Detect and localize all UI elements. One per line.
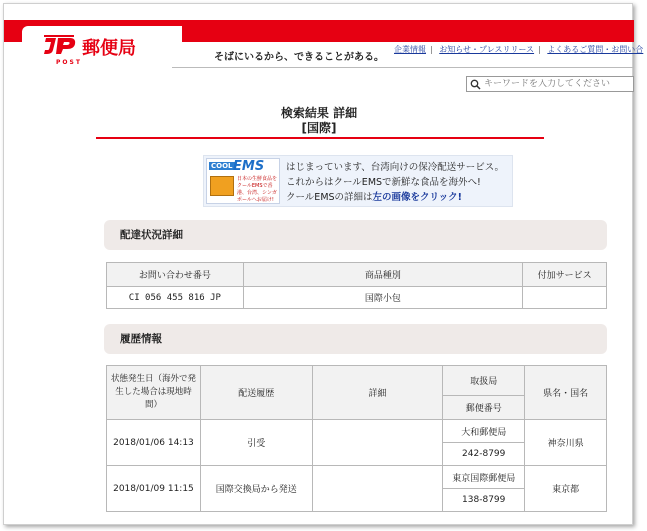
- parcel-box-icon: [210, 176, 234, 196]
- tracking-number: CI 056 455 816 JP: [107, 287, 244, 309]
- col-tracking-number: お問い合わせ番号: [107, 263, 244, 287]
- col-postal: 郵便番号: [443, 396, 525, 420]
- col-status: 配送履歴: [200, 366, 312, 420]
- table-row: [107, 420, 607, 443]
- page-subtitle: [国際]: [301, 121, 337, 135]
- col-extra-service: 付加サービス: [523, 263, 607, 287]
- history-heading: 履歴情報: [104, 324, 607, 354]
- search-input[interactable]: [484, 79, 624, 89]
- table-row: [107, 287, 607, 309]
- cool-ems-banner: [203, 155, 513, 207]
- col-detail: 詳細: [312, 366, 443, 420]
- banner-link[interactable]: 左の画像をクリック!: [372, 192, 462, 203]
- search-box[interactable]: [466, 76, 634, 92]
- history-postal: 242-8799: [443, 443, 525, 466]
- col-office: 取扱局: [443, 366, 525, 396]
- logo[interactable]: [22, 26, 182, 70]
- extra-service: [523, 287, 607, 309]
- history-date: 2018/01/09 11:15: [107, 466, 201, 512]
- item-type: 国際小包: [243, 287, 522, 309]
- history-status: 国際交換局から発送: [200, 466, 312, 512]
- nav-link-faq[interactable]: よくあるご質問・お問い合: [547, 45, 644, 54]
- history-office: 大和郵便局: [443, 420, 525, 443]
- history-postal: 138-8799: [443, 489, 525, 512]
- col-region: 県名・国名: [525, 366, 607, 420]
- cool-ems-image-text: 日本の生鮮食品をクールEMSで香港、台湾、シンガポールへお届け!: [237, 176, 278, 203]
- cool-ems-image[interactable]: [206, 158, 280, 204]
- jp-post-mark-icon: [42, 34, 78, 58]
- history-detail: [312, 466, 443, 512]
- history-status: 引受: [200, 420, 312, 466]
- tagline: そばにいるから、できることがある。: [214, 52, 384, 63]
- history-region: 東京都: [525, 466, 607, 512]
- history-table: [106, 365, 607, 512]
- col-item-type: 商品種別: [243, 263, 522, 287]
- history-date: 2018/01/06 14:13: [107, 420, 201, 466]
- history-detail: [312, 420, 443, 466]
- logo-post-text: POST: [56, 59, 82, 66]
- banner-line-3-prefix: クールEMSの詳細は: [286, 192, 373, 203]
- cool-label: COOL: [211, 162, 233, 170]
- col-date: 状態発生日（海外で発生した場合は現地時間）: [107, 366, 201, 420]
- header-nav: [394, 44, 647, 55]
- history-region: 神奈川県: [525, 420, 607, 466]
- nav-link-news[interactable]: お知らせ・プレスリリース: [439, 45, 535, 54]
- logo-text: 郵便局: [82, 38, 136, 59]
- header-divider: [172, 67, 634, 68]
- page-title: 検索結果 詳細: [280, 106, 358, 120]
- nav-separator: |: [538, 45, 541, 54]
- banner-text: [286, 160, 504, 205]
- title-underline: [96, 137, 544, 139]
- history-office: 東京国際郵便局: [443, 466, 525, 489]
- banner-line-2: これからはクールEMSで新鮮な食品を海外へ!: [286, 177, 481, 188]
- delivery-status-heading: 配達状況詳細: [104, 220, 607, 250]
- nav-link-corporate[interactable]: 企業情報: [394, 45, 426, 54]
- table-row: [107, 466, 607, 489]
- nav-separator: |: [430, 45, 433, 54]
- banner-line-1: はじまっています、台湾向けの保冷配送サービス。: [286, 162, 505, 173]
- page-frame: [3, 3, 644, 525]
- ems-label: EMS: [233, 159, 265, 174]
- search-icon[interactable]: [470, 79, 481, 90]
- banner-line-3: [286, 190, 504, 205]
- delivery-status-table: [106, 262, 607, 309]
